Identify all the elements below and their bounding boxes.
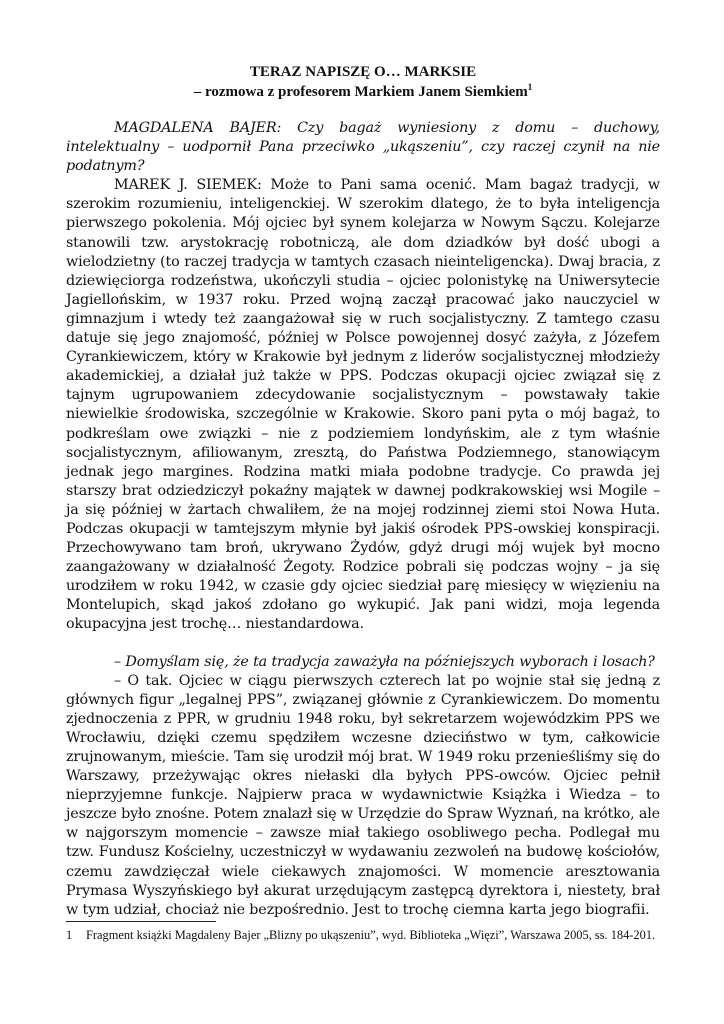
- question-paragraph: MAGDALENA BAJER: Czy bagaż wyniesiony z domu – duchowy, intelektualny – uodpornił Pana przeciwko „ukąszeniu”, czy raczej czynił na nie podatnym?: [66, 120, 660, 175]
- footnote-reference[interactable]: 1: [527, 82, 533, 92]
- title-line-2: – rozmowa z profesorem Markiem Janem Siemkiem: [193, 84, 528, 100]
- answer-paragraph: – O tak. Ojciec w ciągu pierwszych czterech lat po wojnie stał się jedną z głównych figur „legalnej PPS”, związanej głównie z Cyrankiewiczem. Do momentu zjednoczenia z PPR, w grudniu 1948 roku, był sekretarzem wojewódzkim PPS we Wrocławiu, dzięki czemu spędziłem wczesne dzieciństwo w tym, całkowicie zrujnowanym, mieście. Tam się urodził mój brat. W 1949 roku przenieśliśmy się do Warszawy, przeżywając okres niełaski dla byłych PPS-owców. Ojciec pełnił nieprzyjemne funkcje. Najpierw praca w wydawnictwie Książka i Wiedza – to jeszcze było znośne. Potem znalazł się w Urzędzie do Spraw Wyznań, na krótko, ale w najgorszym momencie – zawsze miał takiego osobliwego pecha. Podlegał mu tzw. Fundusz Kościelny, uczestniczył w wydawaniu zezwoleń na budowę kościołów, czemu zawdzięczał wiele ciekawych znajomości. W momencie aresztowania Prymasa Wyszyńskiego był akurat urzędującym zastępcą dyrektora i, niestety, brał w tym udział, chociaż nie bezpośrednio. Jest to trochę ciemna karta jego biografii.: [66, 672, 660, 918]
- title-line-1: TERAZ NAPISZĘ O… MARKSIE: [249, 64, 477, 80]
- footnote-separator: [66, 921, 216, 922]
- footnote-number: 1: [66, 928, 73, 942]
- answer-paragraph: MAREK J. SIEMEK: Może to Pani sama ocenić. Mam bagaż tradycji, w szerokim rozumieniu, inteligenckiej. W szerokim dlatego, że to była inteligencja pierwszego pokolenia. Mój ojciec był synem kolejarza w Nowym Sączu. Kolejarze stanowili tzw. arystokrację robotniczą, ale dom dziadków był dość ubogi a wielodzietny (to raczej tradycja w tamtych czasach nieinteligencka). Dwaj bracia, z dziewięciorga rodzeństwa, ukończyli studia – ojciec polonistykę na Uniwersytecie Jagiellońskim, w 1937 roku. Przed wojną zaczął pracować jako nauczyciel w gimnazjum i wtedy też zaangażował się w ruch socjalistyczny. Z tamtego czasu datuje się jego znajomość, później w Polsce powojennej dosyć zażyła, z Józefem Cyrankiewiczem, który w Krakowie był jednym z liderów socjalistycznej młodzieży akademickiej, a działał już także w PPS. Podczas okupacji ojciec związał się z tajnym ugrupowaniem zdecydowanie socjalistycznym – powstawały takie niewielkie środowiska, szczególnie w Krakowie. Skoro pani pyta o mój bagaż, to podkreślam owe związki – nie z podziemiem londyńskim, ale z tym właśnie socjalistycznym, afiliowanym, zresztą, do Państwa Podziemnego, stanowiącym jednak jego margines. Rodzina matki miała podobne tradycje. Co prawda jej starszy brat odziedziczył pokaźny majątek w dawnej podkrakowskiej wsi Mogile – ja się później w żartach chwaliłem, że na mojej rodzinnej ziemi stoi Nowa Huta. Podczas okupacji w tamtejszym młynie był jakiś ośrodek PPS-owskiej konspiracji. Przechowywano tam broń, ukrywano Żydów, gdyż drugi mój wujek był mocno zaangażowany w działalność Żegoty. Rodzice pobrali się podczas wojny – ja się urodziłem w roku 1942, w czasie gdy ojciec siedział parę miesięcy w więzieniu na Montelupich, skąd jakoś zdołano go wykupić. Jak pani widzi, moja legenda okupacyjna jest trochę… niestandardowa.: [66, 177, 660, 633]
- question-paragraph: – Domyślam się, że ta tradycja zaważyła na późniejszych wyborach i losach?: [114, 653, 655, 670]
- article-subtitle: [66, 82, 660, 102]
- interview-body: [66, 119, 660, 920]
- footnote: [66, 927, 660, 944]
- article-title: [66, 62, 660, 82]
- footnote-text: Fragment książki Magdaleny Bajer „Blizny po ukąszeniu”, wyd. Biblioteka „Więzi”, Warszawa 2005, ss. 184-201.: [86, 928, 656, 942]
- document-page: [66, 62, 660, 920]
